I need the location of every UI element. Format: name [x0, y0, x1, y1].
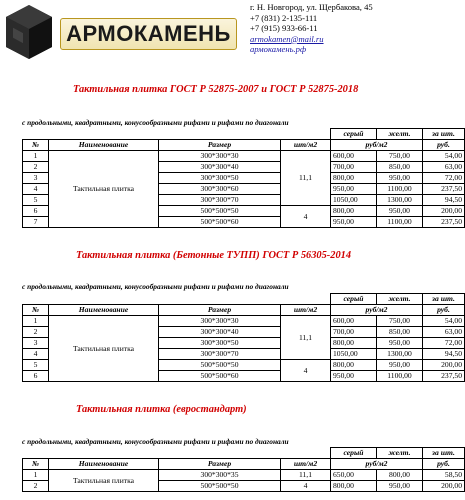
section-1-table	[22, 128, 465, 228]
section-1-subtitle: с продольными, квадратными, конусообразными рифами и рифами по диагонали	[22, 118, 289, 127]
page-header	[0, 0, 441, 70]
site-link[interactable]: армокамень.рф	[250, 44, 307, 55]
col-yellow: желт.	[377, 448, 423, 459]
col-name: Наименование	[49, 140, 159, 151]
col-unit-pc: руб.	[423, 459, 465, 470]
col-size: Размер	[159, 459, 281, 470]
table-row: 5 500*500*50 4 800,00 950,00 200,00	[23, 360, 465, 371]
qty-per-m2: 11,1	[281, 316, 331, 360]
email-link[interactable]: armokamen@mail.ru	[250, 33, 324, 44]
col-unit-pc: руб.	[423, 305, 465, 316]
table-row: 1 Тактильная плитка 300*300*30 11,1 600,00 750,00 54,00	[23, 316, 465, 327]
table-row: 4 300*300*60 950,00 1100,00 237,50	[23, 184, 465, 195]
table-row: 1 Тактильная плитка 300*300*35 11,1 650,00 800,00 58,50	[23, 470, 465, 481]
col-per-m2: шт/м2	[281, 459, 331, 470]
table-row: 2 300*300*40 700,00 850,00 63,00	[23, 327, 465, 338]
col-name: Наименование	[49, 305, 159, 316]
section-3-subtitle: с продольными, квадратными, конусообразными рифами и рифами по диагонали	[22, 437, 289, 446]
qty-per-m2: 4	[281, 206, 331, 228]
col-per-pc: за шт.	[423, 448, 465, 459]
phone-1: +7 (831) 2-135-111	[250, 12, 318, 23]
col-per-m2: шт/м2	[281, 305, 331, 316]
table-row: 3 300*300*50 800,00 950,00 72,00	[23, 338, 465, 349]
col-grey: серый	[331, 129, 377, 140]
col-unit-m2: руб/м2	[331, 459, 423, 470]
table-row: 3 300*300*50 800,00 950,00 72,00	[23, 173, 465, 184]
col-yellow: желт.	[377, 129, 423, 140]
qty-per-m2: 11,1	[281, 151, 331, 206]
phone-2: +7 (915) 933-66-11	[250, 23, 318, 34]
table-row: 7 500*500*60 950,00 1100,00 237,50	[23, 217, 465, 228]
col-per-pc: за шт.	[423, 294, 465, 305]
product-name: Тактильная плитка	[49, 470, 159, 492]
address: г. Н. Новгород, ул. Щербакова, 45	[250, 2, 373, 12]
col-num: №	[23, 459, 49, 470]
section-2-table	[22, 293, 465, 382]
table-row: 4 300*300*70 1050,00 1300,00 94,50	[23, 349, 465, 360]
qty-per-m2: 4	[281, 360, 331, 382]
col-size: Размер	[159, 305, 281, 316]
section-1-title: Тактильная плитка ГОСТ Р 52875-2007 и ГОСТ Р 52875-2018	[73, 84, 359, 95]
table-row: 6 500*500*50 4 800,00 950,00 200,00	[23, 206, 465, 217]
col-unit-m2: руб/м2	[331, 140, 423, 151]
section-2-subtitle: с продольными, квадратными, конусообразными рифами и рифами по диагонали	[22, 282, 289, 291]
col-num: №	[23, 305, 49, 316]
product-name: Тактильная плитка	[49, 151, 159, 228]
section-2-title: Тактильная плитка (Бетонные ТУПП) ГОСТ Р 56305-2014	[76, 250, 352, 261]
table-row: 6 500*500*60 950,00 1100,00 237,50	[23, 371, 465, 382]
col-size: Размер	[159, 140, 281, 151]
logo-cube-icon	[4, 3, 54, 61]
col-num: №	[23, 140, 49, 151]
col-per-m2: шт/м2	[281, 140, 331, 151]
product-name: Тактильная плитка	[49, 316, 159, 382]
col-grey: серый	[331, 448, 377, 459]
table-row: 2 500*500*50 4 800,00 950,00 200,00	[23, 481, 465, 492]
table-row: 5 300*300*70 1050,00 1300,00 94,50	[23, 195, 465, 206]
table-row: 2 300*300*40 700,00 850,00 63,00	[23, 162, 465, 173]
section-3-title: Тактильная плитка (евростандарт)	[76, 404, 247, 415]
col-name: Наименование	[49, 459, 159, 470]
section-3-table	[22, 447, 465, 492]
contacts-block	[250, 2, 373, 55]
col-unit-pc: руб.	[423, 140, 465, 151]
col-per-pc: за шт.	[423, 129, 465, 140]
table-row: 1 Тактильная плитка 300*300*30 11,1 600,00 750,00 54,00	[23, 151, 465, 162]
col-yellow: желт.	[377, 294, 423, 305]
logo-wordmark: АРМОКАМЕНЬ	[60, 18, 237, 50]
col-unit-m2: руб/м2	[331, 305, 423, 316]
col-grey: серый	[331, 294, 377, 305]
